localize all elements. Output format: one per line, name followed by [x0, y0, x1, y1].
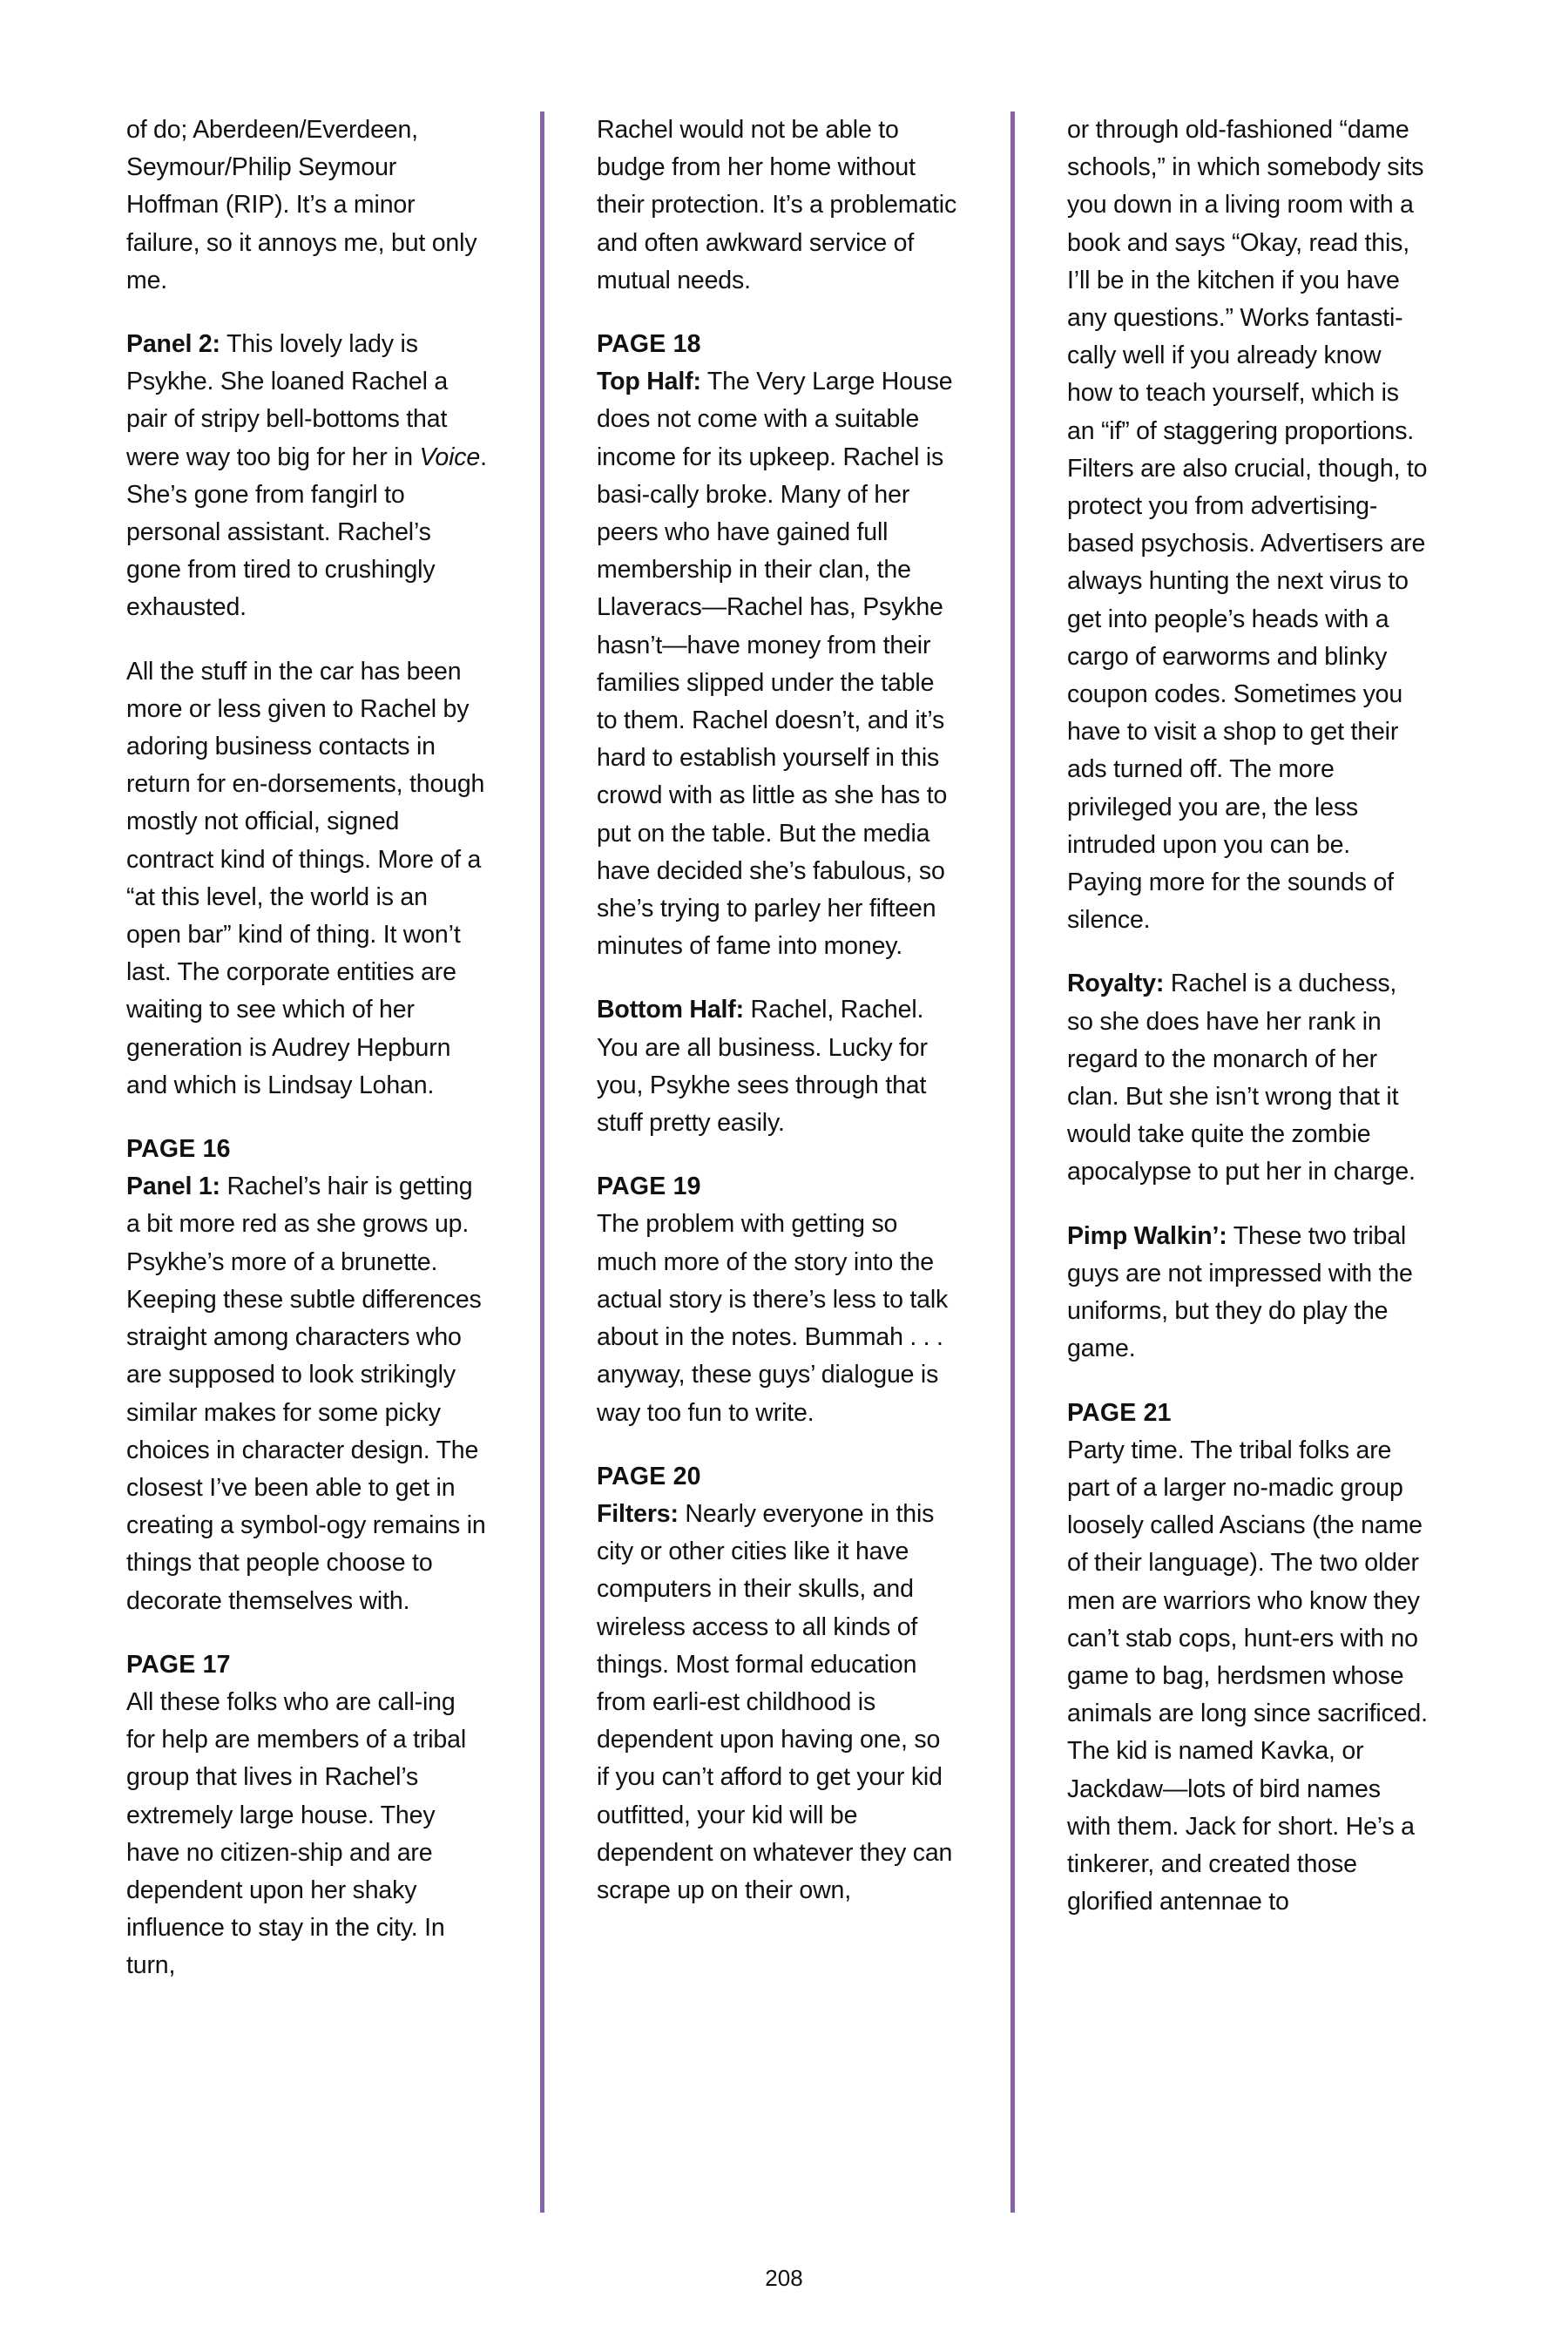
- three-column-text-body: [126, 112, 1446, 2228]
- paragraph: or through old-fashioned “dame schools,” in which somebody sits you down in a living room with a book and says “Okay, read this, I’ll be in the kitchen if you have any questions.” Works fantasti-cally well if you already know how to teach yourself, which is an “if” of staggering proportions. Filters are also crucial, though, to protect you from advertising-based psychosis. Advertisers are always hunting the next virus to get into people’s heads with a cargo of earworms and blinky coupon codes. Sometimes you have to visit a shop to get their ads turned off. The more privileged you are, the less intruded upon you can be. Paying more for the sounds of silence.: [1067, 116, 1428, 935]
- paragraph: All the stuff in the car has been more or less given to Rachel by adoring business contacts in return for en-dorsements, though mostly not official, signed contract kind of things. More of a “at this level, the world is an open bar” kind of thing. It won’t last. The corporate entities are waiting to see which of her generation is Audrey Hepburn and which is Lindsay Lohan.: [126, 657, 485, 1099]
- run-in-heading-panel-1: Panel 1:: [126, 1173, 220, 1201]
- text-column-1: [126, 112, 488, 1985]
- run-in-heading-filters: Filters:: [597, 1499, 679, 1528]
- column-divider-2: [958, 112, 1067, 2228]
- paragraph-text: Rachel’s hair is getting a bit more red as she grows up. Psykhe’s more of a brunette. Keeping these subtle differences straight among characters who are supposed to look strikingly similar makes for some picky choices in character design. The closest I’ve been able to get in creating a symbol-ogy remains in things that people choose to decorate themselves with.: [126, 1173, 486, 1615]
- text-column-3: [1067, 112, 1429, 1921]
- paragraph: All these folks who are call-ing for help are members of a tribal group that lives in Rachel’s extremely large house. They have no citizen-ship and are dependent upon her shaky influence to stay in the city. In turn,: [126, 1687, 467, 1980]
- paragraph-top-half: [597, 363, 958, 965]
- paragraph: The problem with getting so much more of the story into the actual story is there’s less to talk about in the notes. Bummah . . . anyway, these guys’ dialogue is way too fun to write.: [597, 1210, 949, 1427]
- vertical-rule: [1010, 112, 1015, 2213]
- vertical-rule: [540, 112, 544, 2213]
- column-divider-1: [488, 112, 597, 2228]
- paragraph-text: These two tribal guys are not impressed with the uniforms, but they do play the game.: [1067, 1221, 1413, 1363]
- paragraph-filters: [597, 1496, 958, 1909]
- run-in-heading-panel-2: Panel 2:: [126, 330, 220, 359]
- section-heading-page-18: PAGE 18: [597, 330, 701, 359]
- paragraph-text-a: This lovely lady is Psykhe. She loaned Rachel a pair of stripy bell-bottoms that were way too big for her in: [126, 330, 449, 471]
- paragraph: Party time. The tribal folks are part of a larger no-madic group loosely called Ascians (the name of their language). The two older men are warriors who know they can’t stab cops, hunt-ers with no game to bag, herdsmen whose animals are long since sacrificed. The kid is named Kavka, or Jackdaw—lots of bird names with them. Jack for short. He’s a tinkerer, and created those glorified antennae to: [1067, 1436, 1428, 1916]
- paragraph-text: The Very Large House does not come with a suitable income for its upkeep. Rachel is basi-cally broke. Many of her peers who have gained full membership in their clan, the Llaveracs—Rachel has, Psykhe hasn’t—have money from their families slipped under the table to them. Rachel doesn’t, and it’s hard to establish yourself in this crowd with as little as she has to put on the table. But the media have decided she’s fabulous, so she’s trying to parley her fifteen minutes of fame into money.: [597, 368, 953, 961]
- paragraph: of do; Aberdeen/Everdeen, Seymour/Philip Seymour Hoffman (RIP). It’s a minor failure, so it annoys me, but only me.: [126, 116, 477, 294]
- paragraph-panel-2: [126, 326, 488, 627]
- run-in-heading-bottom-half: Bottom Half:: [597, 996, 744, 1024]
- section-heading-page-21: PAGE 21: [1067, 1398, 1172, 1427]
- paragraph-text-b: . She’s gone from fangirl to personal assistant. Rachel’s gone from tired to crushingly exhausted.: [126, 443, 487, 622]
- italic-title-voice: Voice: [419, 443, 481, 471]
- paragraph-panel-1: [126, 1168, 488, 1619]
- section-heading-page-19: PAGE 19: [597, 1173, 701, 1201]
- page-number: 208: [765, 2265, 803, 2291]
- section-heading-page-16: PAGE 16: [126, 1135, 231, 1164]
- run-in-heading-royalty: Royalty:: [1067, 970, 1165, 998]
- text-column-2: [597, 112, 958, 1909]
- section-heading-page-20: PAGE 20: [597, 1462, 701, 1490]
- paragraph-text: Rachel, Rachel. You are all business. Lucky for you, Psykhe sees through that stuff pretty easily.: [597, 996, 928, 1138]
- section-heading-page-17: PAGE 17: [126, 1650, 231, 1679]
- paragraph: Rachel would not be able to budge from her home without their protection. It’s a problematic and often awkward service of mutual needs.: [597, 116, 957, 294]
- paragraph-text: Rachel is a duchess, so she does have her rank in regard to the monarch of her clan. But she isn’t wrong that it would take quite the zombie apocalypse to put her in charge.: [1067, 970, 1416, 1186]
- run-in-heading-top-half: Top Half:: [597, 368, 701, 396]
- paragraph-text: Nearly everyone in this city or other cities like it have computers in their skulls, and wireless access to all kinds of things. Most formal education from earli-est childhood is dependent upon having one, so if you can’t afford to get your kid outfitted, your kid will be dependent on whatever they can scrape up on their own,: [597, 1499, 953, 1904]
- paragraph-bottom-half: [597, 991, 958, 1142]
- paragraph-royalty: [1067, 965, 1429, 1191]
- paragraph-pimp-walkin: [1067, 1218, 1429, 1369]
- run-in-heading-pimp-walkin: Pimp Walkin’:: [1067, 1221, 1227, 1250]
